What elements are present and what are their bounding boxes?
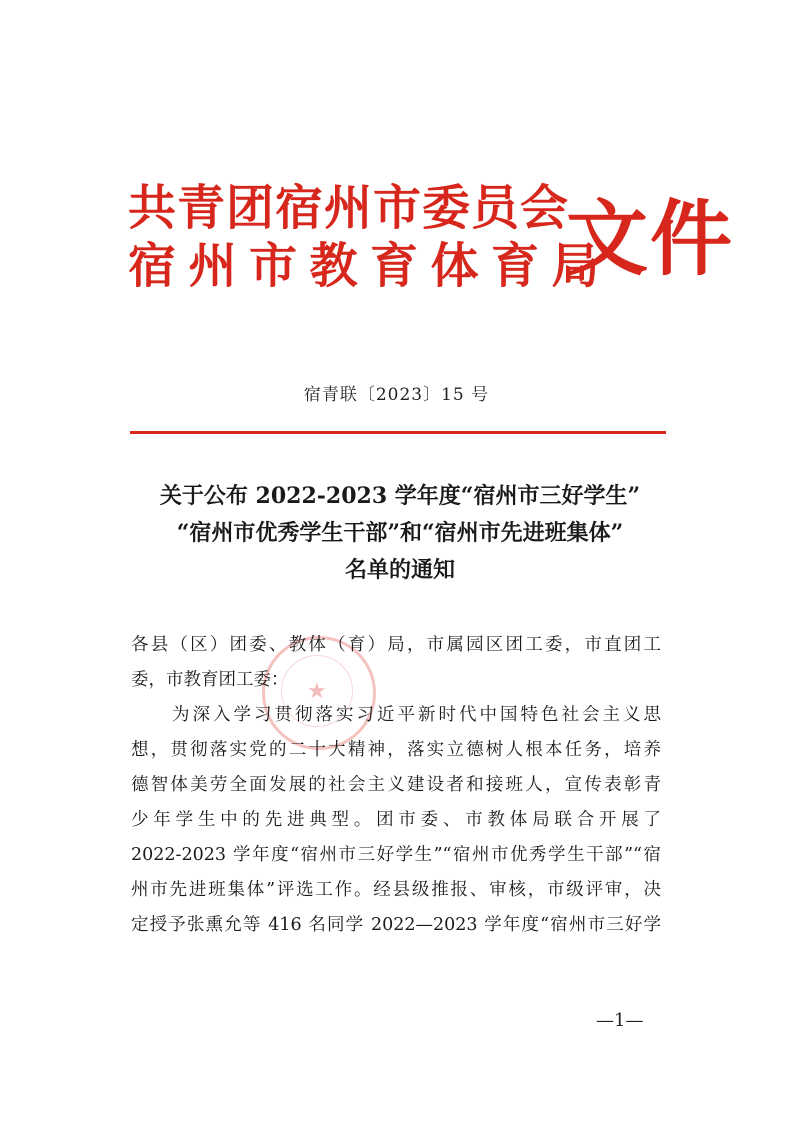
document-number: 宿青联〔2023〕15 号 <box>303 385 490 405</box>
masthead-issuer-2: 宿州市教育体育局 <box>128 238 613 294</box>
title-line-2: “宿州市优秀学生干部”和“宿州市先进班集体” <box>176 520 624 546</box>
masthead-suffix: 文件 <box>566 192 735 287</box>
body-line: 州市先进班集体”评选工作。经县级推报、审核，市级评审，决 <box>131 880 661 900</box>
page-number: —1— <box>596 1010 644 1031</box>
title-line-3: 名单的通知 <box>344 557 455 583</box>
title-line-1: 关于公布 2022-2023 学年度“宿州市三好学生” <box>159 483 641 509</box>
masthead-issuer-1: 共青团宿州市委员会 <box>128 180 570 236</box>
body-line: 少年学生中的先进典型。团市委、市教体局联合开展了 <box>131 810 661 830</box>
body-line: 想，贯彻落实党的二十大精神，落实立德树人根本任务，培养 <box>131 740 661 760</box>
document-body <box>131 628 661 943</box>
body-line: 委，市教育团工委： <box>131 670 289 690</box>
masthead <box>128 180 735 310</box>
body-line: 为深入学习贯彻落实习近平新时代中国特色社会主义思 <box>131 705 661 725</box>
document-title <box>100 478 700 589</box>
seal-star-icon: ★ <box>307 679 327 704</box>
body-line: 2022-2023 学年度“宿州市三好学生”“宿州市优秀学生干部”“宿 <box>131 845 661 865</box>
body-line: 德智体美劳全面发展的社会主义建设者和接班人，宣传表彰青 <box>131 775 661 795</box>
body-line: 各县（区）团委、教体（育）局，市属园区团工委，市直团工 <box>131 635 661 655</box>
red-divider <box>130 431 666 434</box>
body-line: 定授予张熏允等 416 名同学 2022—2023 学年度“宿州市三好学 <box>131 915 661 935</box>
